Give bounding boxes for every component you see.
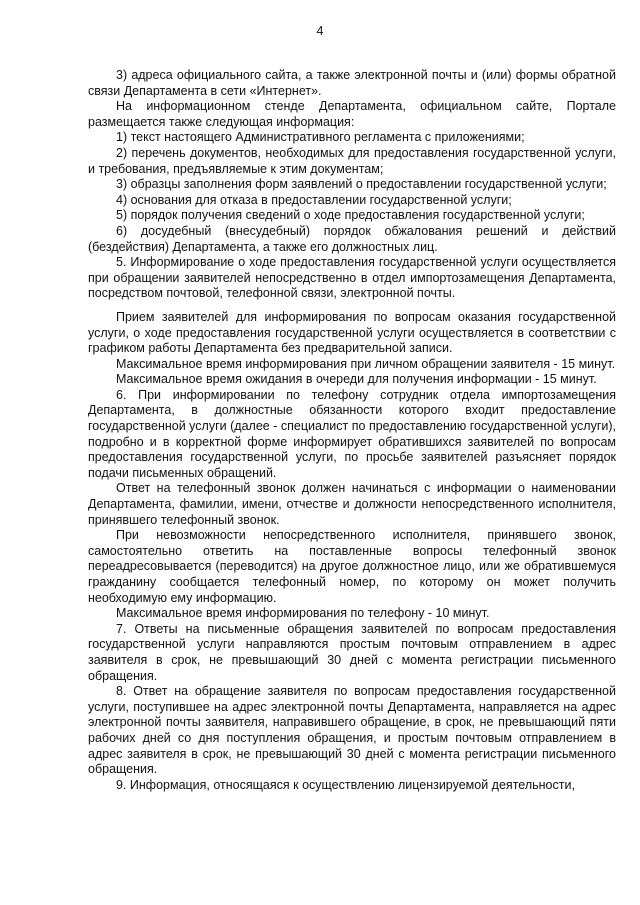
paragraph: 5) порядок получения сведений о ходе предоставления государственной услуги; — [116, 208, 585, 223]
paragraph: 3) образцы заполнения форм заявлений о предоставлении государственной услуги; — [116, 177, 607, 192]
paragraph: Максимальное время информирования по телефону - 10 минут. — [116, 606, 490, 621]
paragraph: Максимальное время информирования при личном обращении заявителя - 15 минут. — [116, 356, 616, 371]
paragraph: 5. Информирование о ходе предоставления государственной услуги осуществляется при обращении заявителей непосредственно в отдел импортозамещения Департамента, посредством почтовой, телефонной связи, электронной почты. — [88, 255, 616, 301]
paragraph: 7. Ответы на письменные обращения заявителей по вопросам предоставления государственной услуги направляются простым почтовым отправлением в адрес заявителя в срок, не превышающий 30 дней с момента регистрации письменного обращения. — [88, 621, 616, 683]
paragraph: 6) досудебный (внесудебный) порядок обжалования решений и действий (бездействия) Департамента, а также его должностных лиц. — [88, 223, 616, 254]
paragraph: 3) адреса официального сайта, а также электронной почты и (или) формы обратной связи Департамента в сети «Интернет». — [88, 68, 616, 98]
paragraph: Максимальное время ожидания в очереди для получения информации - 15 минут. — [116, 372, 597, 387]
paragraph: При невозможности непосредственного исполнителя, принявшего звонок, самостоятельно ответить на поставленные вопросы телефонный звонок переадресовывается (переводится) на другое должностное лицо, или же обратившемуся гражданину сообщается телефонный номер, по которому он может получить необходимую ему информацию. — [88, 528, 616, 605]
page-number: 4 — [316, 24, 324, 38]
paragraph: 6. При информировании по телефону сотрудник отдела импортозамещения Департамента, в должностные обязанности которого входит предоставление государственной услуги (далее - специалист по предоставлению государственной услуги), подробно и в корректной форме информирует обратившихся заявителей по вопросам предоставления государственной услуги, по просьбе заявителей разъясняет порядок подачи письменных обращений. — [88, 387, 616, 480]
paragraph: 8. Ответ на обращение заявителя по вопросам предоставления государственной услуги, поступившее на адрес электронной почты Департамента, направляется на адрес электронной почты заявителя, направившего обращение, в срок, не превышающий пяти рабочих дней со дня поступления обращения, и простым почтовым отправлением в адрес заявителя в срок, не превышающий 30 дней с момента регистрации письменного обращения. — [88, 684, 616, 777]
document-body — [88, 68, 616, 793]
paragraph: 2) перечень документов, необходимых для предоставления государственной услуги, и требования, предъявляемые к этим документам; — [88, 145, 616, 176]
paragraph: 9. Информация, относящаяся к осуществлению лицензируемой деятельности, — [116, 777, 575, 792]
paragraph: 1) текст настоящего Административного регламента с приложениями; — [116, 130, 525, 145]
paragraph: 4) основания для отказа в предоставлении государственной услуги; — [116, 192, 512, 207]
paragraph: На информационном стенде Департамента, официальном сайте, Портале размещается также следующая информация: — [88, 99, 616, 129]
paragraph: Ответ на телефонный звонок должен начинаться с информации о наименовании Департамента, фамилии, имени, отчестве и должности непосредственного исполнителя, принявшего телефонный звонок. — [88, 481, 616, 527]
paragraph: Прием заявителей для информирования по вопросам оказания государственной услуги, о ходе предоставления государственной услуги осуществляется в соответствии с графиком работы Департамента без предварительной записи. — [88, 309, 616, 356]
